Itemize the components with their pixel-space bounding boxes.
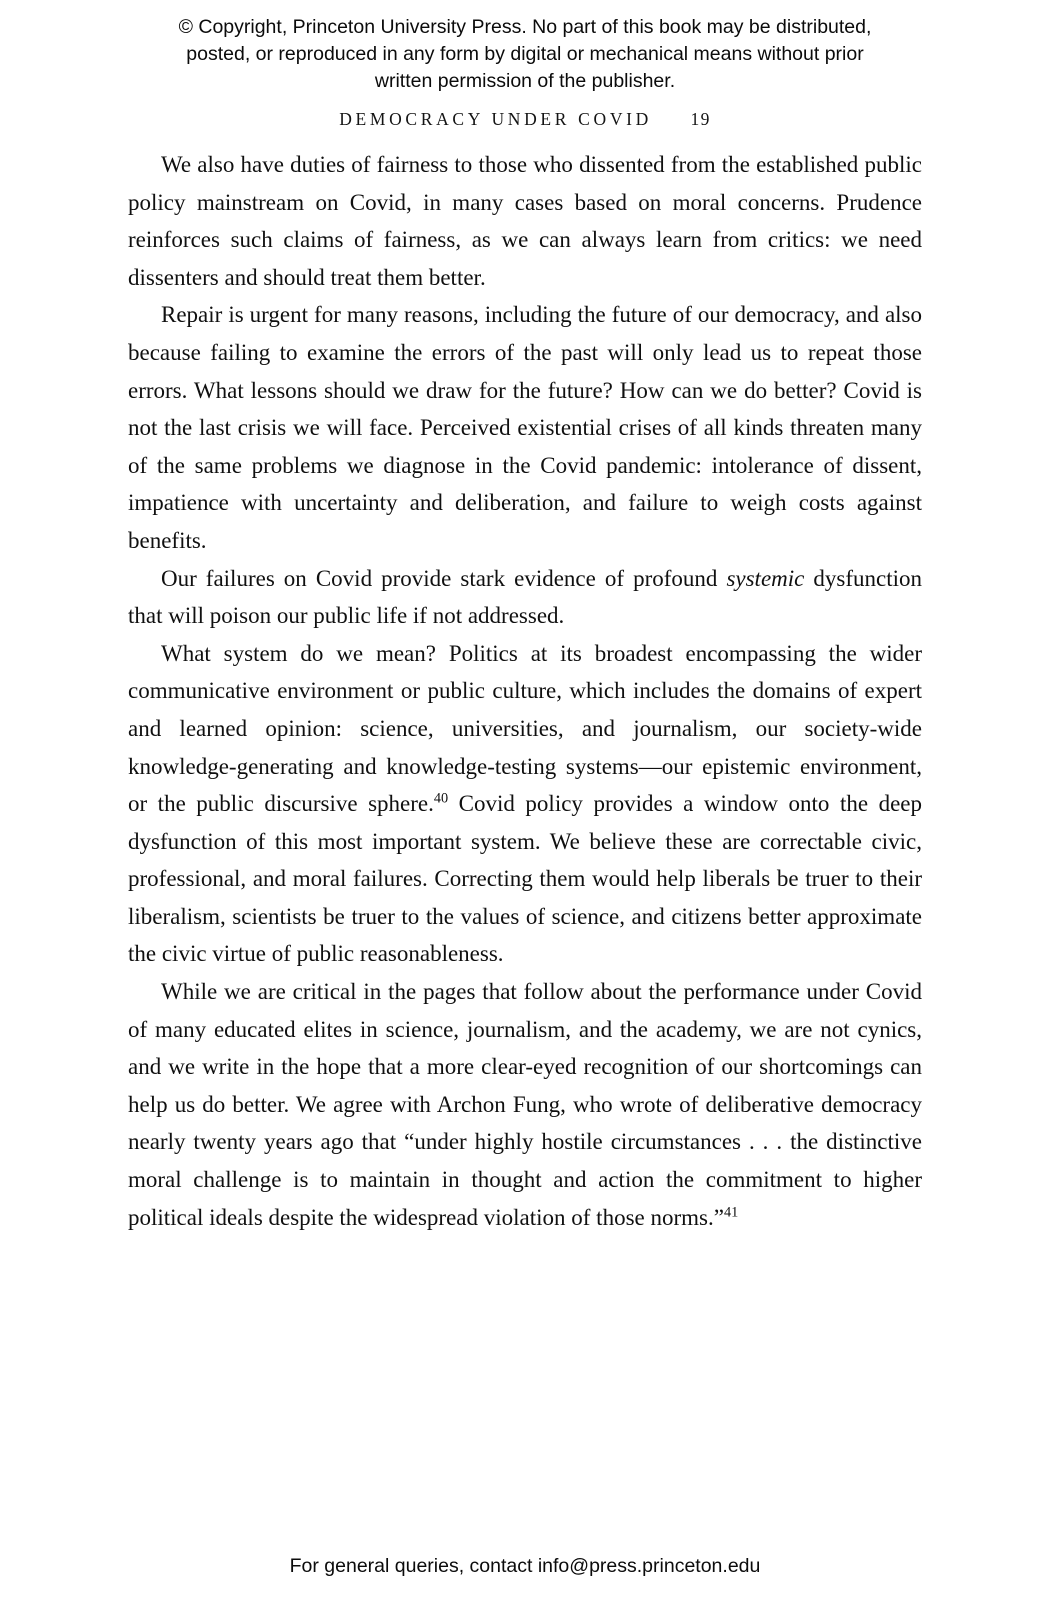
running-head-title: DEMOCRACY UNDER COVID	[339, 109, 652, 129]
text-run: Repair is urgent for many reasons, including the future of our democracy, and also because failing to examine the errors of the past will only lead us to repeat those errors. What lessons should we draw for the future? How can we do better? Covid is not the last crisis we will face. Perceived existential crises of all kinds threaten many of the same problems we diagnose in the Covid pandemic: intolerance of dissent, impatience with uncertainty and deliberation, and failure to weigh costs against benefits.	[128, 302, 922, 553]
footer-contact-line: For general queries, contact info@press.princeton.edu	[289, 1555, 761, 1577]
body-text	[128, 146, 922, 1236]
footnote-reference: 40	[433, 790, 449, 807]
paragraph	[128, 296, 922, 559]
paragraph	[128, 635, 922, 973]
copyright-notice: © Copyright, Princeton University Press. No part of this book may be distributed, posted, or reproduced in any form by digital or mechanical means without prior written permission of the publisher.	[178, 16, 872, 92]
running-head	[0, 109, 1050, 130]
text-run: While we are critical in the pages that follow about the performance under Covid of many educated elites in science, journalism, and the academy, we are not cynics, and we write in the hope that a more clear-eyed recognition of our shortcomings can help us do better. We agree with Archon Fung, who wrote of deliberative democracy nearly twenty years ago that “under highly hostile circumstances . . . the distinctive moral challenge is to maintain in thought and action the commitment to higher political ideals despite the widespread violation of those norms.”	[128, 979, 922, 1230]
text-run: dysfunction that will poison our public life if not addressed.	[128, 565, 922, 629]
footnote-reference: 41	[723, 1203, 739, 1220]
text-run: What system do we mean? Politics at its broadest encompassing the wider communicative environment or public culture, which includes the domains of expert and learned opinion: science, universities, and journalism, our society-wide knowledge-generating and knowledge-testing systems—our epistemic environment, or the public discursive sphere.	[128, 640, 922, 817]
paragraph	[128, 560, 922, 635]
paragraph	[128, 146, 922, 296]
text-run: Covid policy provides a window onto the deep dysfunction of this most important system. We believe these are correctable civic, professional, and moral failures. Correcting them would help liberals be truer to their liberalism, scientists be truer to the values of science, and citizens better approximate the civic virtue of public reasonableness.	[128, 791, 923, 967]
paragraph	[128, 973, 922, 1236]
text-run: systemic	[726, 565, 805, 591]
page-number: 19	[690, 109, 711, 129]
text-run: We also have duties of fairness to those who dissented from the established public policy mainstream on Covid, in many cases based on moral concerns. Prudence reinforces such claims of fairness, as we can always learn from critics: we need dissenters and should treat them better.	[128, 152, 922, 290]
text-run: Our failures on Covid provide stark evidence of profound	[161, 565, 727, 591]
